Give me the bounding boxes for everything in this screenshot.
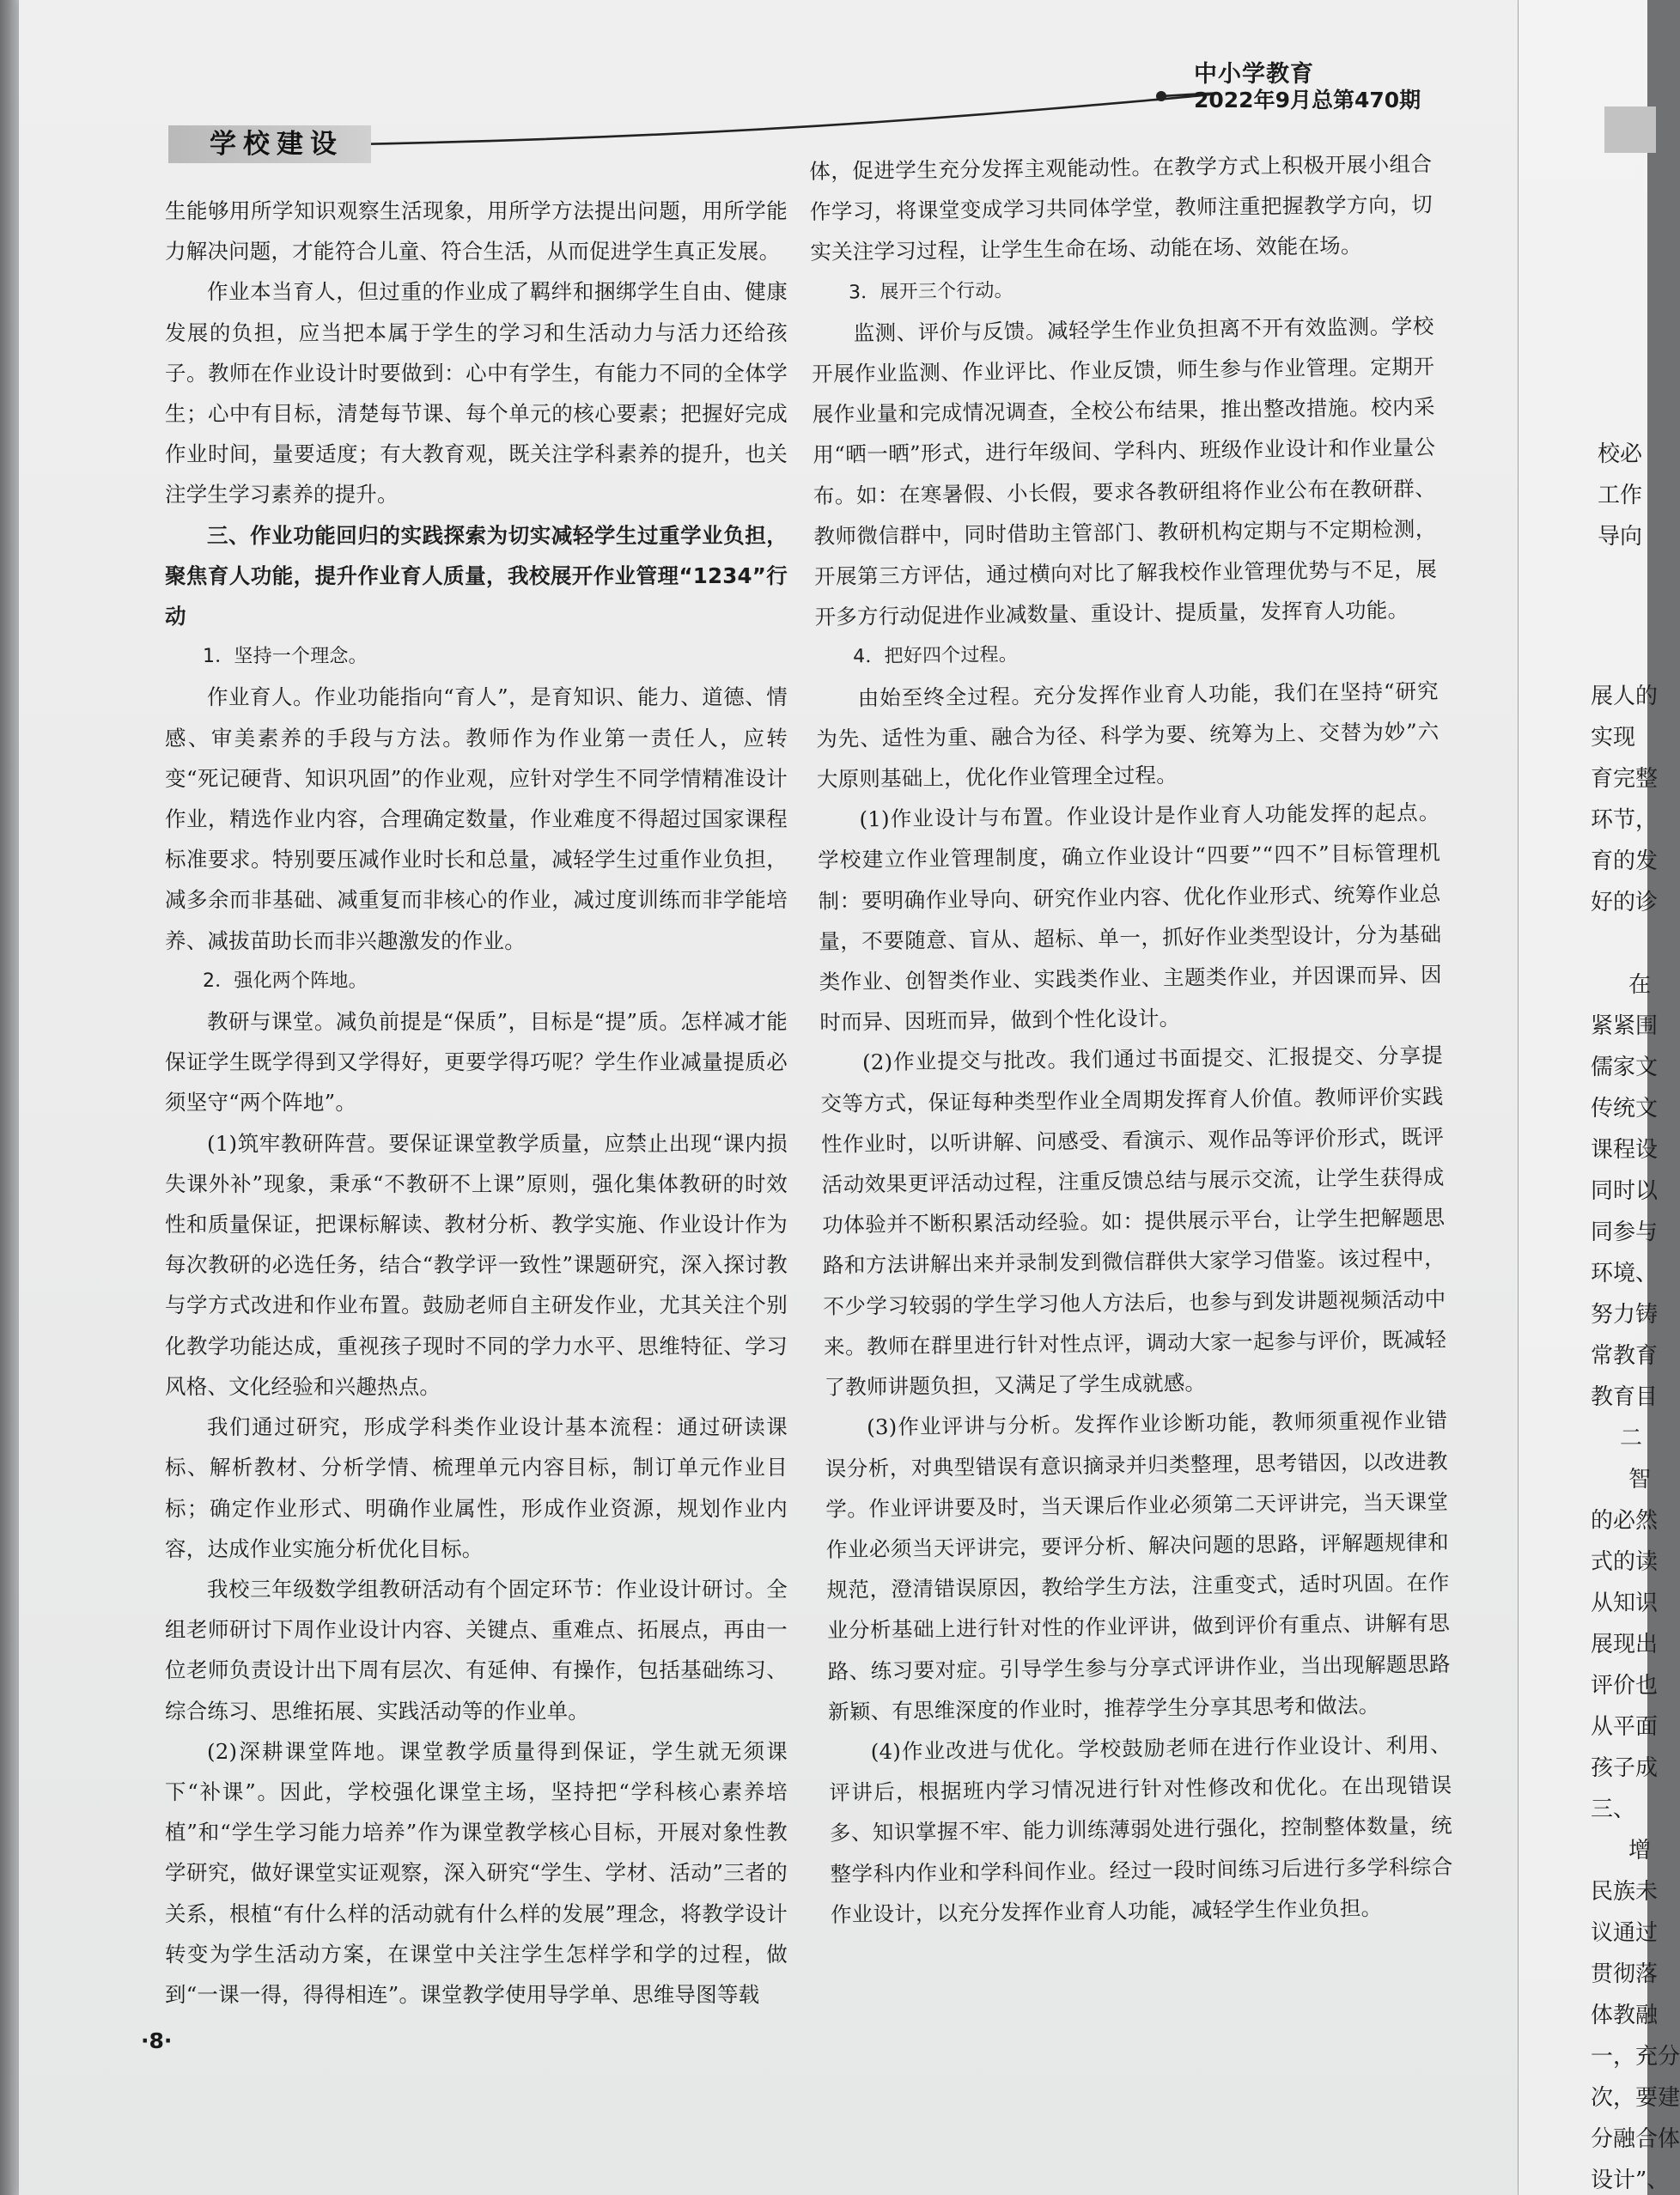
adjacent-fragment: 分融合体 [1591,2126,1680,2152]
adjacent-fragment: 同参与 [1591,1219,1659,1245]
adjacent-fragment: 体教融 [1591,2003,1659,2028]
subheading: 1．坚持一个理念。 [203,646,368,668]
adjacent-fragment: 努力铸 [1591,1302,1659,1328]
adjacent-fragment: 贯彻落 [1591,1961,1659,1987]
adjacent-fragment: 次，要建 [1591,2085,1680,2111]
adjacent-fragment: 民族未 [1591,1879,1659,1905]
adjacent-fragment: 智 [1628,1467,1652,1493]
adjacent-fragment: 孩子成 [1591,1755,1659,1781]
issue-label: 2022年9月总第470期 [1194,88,1421,112]
paragraph: 作业育人。作业功能指向“育人”，是育知识、能力、道德、情感、审美素养的手段与方法。教师作为作业第一责任人，应转变“死记硬背、知识巩固”的作业观，应针对学生不同学情精准设计作业，精选作业内容，合理确定数量，作业难度不得超过国家课程标准要求。特别要压减作业时长和总量，减轻学生过重作业负担，减多余而非基础、减重复而非核心的作业，减过度训练而非学能培养、减拔苗助长而非兴趣激发的作业。 [165,684,788,953]
paragraph: (2)作业提交与批改。我们通过书面提交、汇报提交、分享提交等方式，保证每种类型作业全周期发挥育人价值。教师评价实践性作业时，以听讲解、问感受、看演示、观作品等评价形式，既评活动效果更评活动过程，注重反馈总结与展示交流，让学生获得成功体验并不断积累活动经验。如：提供展示平台，让学生把解题思路和方法讲解出来并录制发到微信群供大家学习借鉴。该过程中，不少学习较弱的学生学习他人方法后，也参与到发讲题视频活动中来。教师在群里进行针对性点评，调动大家一起参与评价，既减轻了教师讲题负担，又满足了学生成就感。 [820,1043,1447,1400]
paragraph: (1)作业设计与布置。作业设计是作业育人功能发挥的起点。学校建立作业管理制度，确立作业设计“四要”“四不”目标管理机制：要明确作业导向、研究作业内容、优化作业形式、统筹作业总量，不要随意、盲从、超标、单一，抓好作业类型设计，分为基础类作业、创智类作业、实践类作业、主题类作业，并因课而异、因时而异、因班而异，做到个性化设计。 [817,800,1442,1036]
adjacent-fragment: 式的读 [1591,1549,1659,1575]
paragraph: (3)作业评讲与分析。发挥作业诊断功能，教师须重视作业错误分析，对典型错误有意识摘录并归类整理，思考错因，以改进教学。作业评讲要及时，当天课后作业必须第二天评讲完，当天课堂作业必须当天评讲完，要评分析、解决问题的思路，评解题规律和规范，澄清错误原因，教给学生方法，注重变式，适时巩固。在作业分析基础上进行针对性的作业评讲，做到评价有重点、讲解有思路、练习要对症。引导学生参与分享式评讲作业，当出现解题思路新颖、有思维深度的作业时，推荐学生分享其思考和做法。 [825,1408,1451,1724]
paragraph: 生能够用所学知识观察生活现象，用所学方法提出问题，用所学能力解决问题，才能符合儿童、符合生活，从而促进学生真正发展。 [165,198,788,264]
adjacent-fragment: 的必然 [1591,1508,1659,1534]
adjacent-fragment: 育完整 [1591,766,1659,792]
adjacent-fragment: 环节， [1591,807,1659,833]
magazine-page [19,0,1518,2195]
journal-header [1194,62,1469,113]
subheading: 3．展开三个行动。 [848,279,1013,304]
adjacent-fragment: 展人的 [1591,684,1659,709]
adjacent-fragment: 导向 [1598,524,1643,550]
adjacent-fragment: 从知识 [1591,1590,1659,1616]
adjacent-fragment: 三、 [1591,1797,1636,1822]
paragraph: 由始至终全过程。充分发挥作业育人功能，我们在坚持“研究为先、适性为重、融合为径、科学为要、统筹为上、交替为妙”六大原则基础上，优化作业管理全过程。 [816,678,1440,792]
adjacent-fragment: 二 [1620,1426,1643,1451]
adjacent-fragment: 从平面 [1591,1714,1659,1740]
paragraph: 我们通过研究，形成学科类作业设计基本流程：通过研读课标、解析教材、分析学情、梳理单元内容目标，制订单元作业目标；确定作业形式、明确作业属性，形成作业资源，规划作业内容，达成作业实施分析优化目标。 [165,1414,788,1561]
adjacent-fragment: 实现 [1591,725,1636,751]
adjacent-fragment: 常教育 [1591,1343,1659,1369]
paragraph: (2)深耕课堂阵地。课堂教学质量得到保证，学生就无须课下“补课”。因此，学校强化课堂主场，坚持把“学科核心素养培植”和“学生学习能力培养”作为课堂教学核心目标，开展对象性教学研究，做好课堂实证观察，深入研究“学生、学材、活动”三者的关系，根植“有什么样的活动就有什么样的发展”理念，将教学设计转变为学生活动方案，在课堂中关注学生怎样学和学的过程，做到“一课一得，得得相连”。课堂教学使用导学单、思维导图等载 [165,1738,788,2007]
adjacent-page-text [1519,0,1680,2195]
adjacent-fragment: 在 [1628,972,1652,998]
right-column [809,143,1453,1935]
adjacent-fragment: 工作 [1598,483,1643,508]
journal-title: 中小学教育 [1194,61,1314,88]
adjacent-fragment: 育的发 [1591,848,1659,874]
adjacent-fragment: 传统文 [1591,1096,1659,1122]
section-label: 学校建设 [168,125,371,163]
paragraph: 体，促进学生充分发挥主观能动性。在教学方式上积极开展小组合作学习，将课堂变成学习共同体学堂，教师注重把握教学方向，切实关注学习过程，让学生生命在场、动能在场、效能在场。 [809,151,1433,265]
paragraph: (4)作业改进与优化。学校鼓励老师在进行作业设计、利用、评讲后，根据班内学习情况进行针对性修改和优化。在出现错误多、知识掌握不牢、能力训练薄弱处进行强化，控制整体数量，统整学科内作业和学科间作业。经过一段时间练习后进行多学科综合作业设计，以充分发挥作业育人功能，减轻学生作业负担。 [829,1731,1453,1927]
adjacent-page [1519,0,1680,2195]
paragraph: (1)筑牢教研阵营。要保证课堂教学质量，应禁止出现“课内损失课外补”现象，秉承“不教研不上课”原则，强化集体教研的时效性和质量保证，把课标解读、教材分析、教学实施、作业设计作为每次教研的必选任务，结合“教学评一致性”课题研究，深入探讨教与学方式改进和作业布置。鼓励老师自主研发作业，尤其关注个别化教学功能达成，重视孩子现时不同的学力水平、思维特征、学习风格、文化经验和兴趣热点。 [165,1130,788,1399]
adjacent-fragment: 环境、 [1591,1261,1659,1286]
adjacent-fragment: 好的诊 [1591,890,1659,915]
paragraph: 监测、评价与反馈。减轻学生作业负担离不开有效监测。学校开展作业监测、作业评比、作业反馈，师生参与作业管理。定期开展作业量和完成情况调查，全校公布结果，推出整改措施。校内采用“晒一晒”形式，进行年级间、学科内、班级作业设计和作业量公布。如：在寒暑假、小长假，要求各教研组将作业公布在教研群、教师微信群中，同时借助主管部门、教研机构定期与不定期检测，开展第三方评估，通过横向对比了解我校作业管理优势与不足，展开多方行动促进作业减数量、重设计、提质量，发挥育人功能。 [811,313,1438,630]
subheading: 4．把好四个过程。 [853,644,1019,668]
adjacent-fragment: 评价也 [1591,1673,1659,1699]
paragraph: 作业本当育人，但过重的作业成了羁绊和捆绑学生自由、健康发展的负担，应当把本属于学生的学习和生活动力与活力还给孩子。教师在作业设计时要做到：心中有学生，有能力不同的全体学生；心中有目标，清楚每节课、每个单元的核心要素；把握好完成作业时间，量要适度；有大教育观，既关注学科素养的提升，也关注学生学习素养的提升。 [165,279,788,508]
adjacent-fragment: 增 [1628,1838,1652,1864]
section-heading: 三、作业功能回归的实践探索为切实减轻学生过重学业负担，聚焦育人功能，提升作业育人质量，我校展开作业管理“1234”行动 [165,522,788,629]
paragraph: 我校三年级数学组教研活动有个固定环节：作业设计研讨。全组老师研讨下周作业设计内容、关键点、重难点、拓展点，再由一位老师负责设计出下周有层次、有延伸、有操作，包括基础练习、综合练习、思维拓展、实践活动等的作业单。 [165,1576,788,1724]
adjacent-fragment: 展现出 [1591,1632,1659,1657]
left-column [165,191,788,2015]
adjacent-fragment: 设计”、 [1591,2168,1670,2193]
adjacent-fragment: 同时以 [1591,1178,1659,1204]
adjacent-fragment: 一，充分 [1591,2044,1680,2070]
subheading: 2．强化两个阵地。 [203,970,368,992]
adjacent-fragment: 课程设 [1591,1137,1659,1163]
adjacent-fragment: 儒家文 [1591,1055,1659,1080]
paragraph: 教研与课堂。减负前提是“保质”，目标是“提”质。怎样减才能保证学生既学得到又学得好，更要学得巧呢？学生作业减量提质必须坚守“两个阵地”。 [165,1009,788,1116]
page-number: ·8· [141,2028,173,2053]
adjacent-fragment: 校必 [1598,441,1643,467]
adjacent-fragment: 议通过 [1591,1920,1659,1946]
adjacent-fragment: 教育目 [1591,1384,1659,1410]
adjacent-fragment: 紧紧围 [1591,1013,1659,1039]
